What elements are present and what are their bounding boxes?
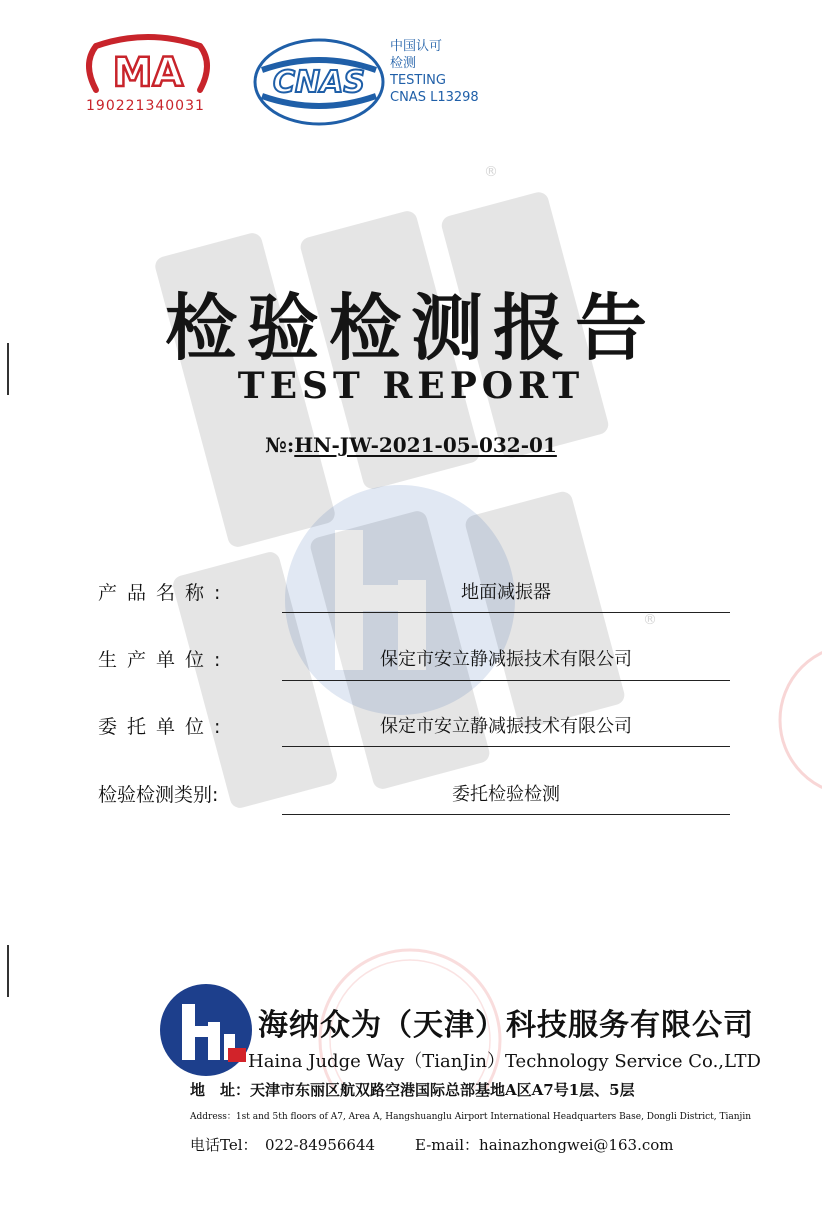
field-line-manufacturer [282, 680, 730, 681]
cnas-line-1: 中国认可 [390, 39, 443, 54]
left-edge-mark-bottom [7, 945, 9, 997]
cnas-label: CNAS [273, 65, 365, 100]
cnas-logo [250, 36, 388, 128]
field-label-test-category: 检验检测类别: [98, 784, 219, 806]
registered-mark-top: ® [484, 164, 498, 180]
field-value-test-category: 委托检验检测 [452, 784, 560, 805]
field-value-client: 保定市安立静减振技术有限公司 [380, 716, 632, 737]
company-logo [158, 982, 254, 1078]
company-name-en: Haina Judge Way（TianJin）Technology Service Co.,LTD [248, 1051, 761, 1072]
company-email: E-mail：hainazhongwei@163.com [415, 1136, 674, 1154]
report-number-value: HN-JW-2021-05-032-01 [294, 433, 557, 457]
field-label-client: 委托单位: [98, 716, 231, 738]
company-name-cn: 海纳众为（天津）科技服务有限公司 [258, 1008, 754, 1043]
edge-seal-stamp [770, 640, 822, 800]
company-telephone: 电话Tel： 022-84956644 [190, 1136, 376, 1154]
report-title-en: TEST REPORT [237, 365, 585, 407]
field-label-product-name: 产品名称: [98, 582, 231, 604]
registered-mark-middle: ® [643, 612, 657, 628]
cnas-line-2: 检测 [390, 56, 417, 71]
cnas-line-4: CNAS L13298 [390, 90, 479, 105]
field-value-product-name: 地面减振器 [461, 582, 551, 603]
report-number-prefix: №: [265, 433, 295, 457]
field-label-manufacturer: 生产单位: [98, 649, 231, 671]
report-title-cn: 检验检测报告 [164, 286, 657, 370]
company-address-en: Address：1st and 5th floors of A7, Area A, Hangshuanglu Airport International Headquarters Base, Dongli District, Tianjin [190, 1112, 752, 1122]
cnas-line-3: TESTING [390, 73, 446, 88]
cma-number: 190221340031 [86, 98, 205, 114]
company-address-cn: 地 址：天津市东丽区航双路空港国际总部基地A区A7号1层、5层 [190, 1081, 635, 1099]
field-line-product-name [282, 612, 730, 613]
field-line-test-category [282, 814, 730, 815]
report-number [0, 433, 822, 457]
cma-label: MA [112, 50, 184, 96]
field-line-client [282, 746, 730, 747]
field-value-manufacturer: 保定市安立静减振技术有限公司 [380, 649, 632, 670]
cnas-accreditation-text [390, 38, 479, 106]
